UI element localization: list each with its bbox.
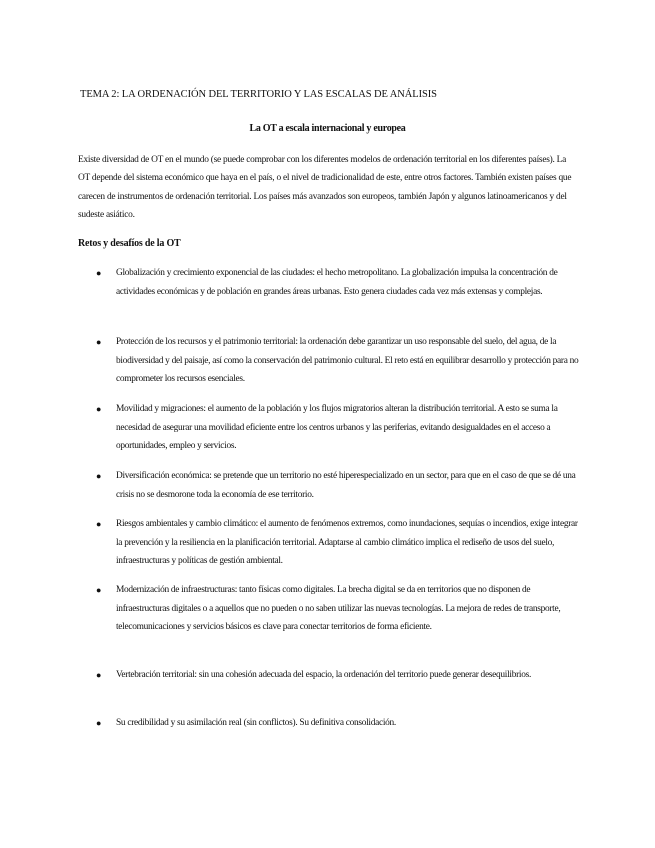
list-item-text: Movilidad y migraciones: el aumento de la población y los flujos migratorios alteran la distribución territorial. A esto se suma la necesidad de asegurar una movilidad eficiente entre los centros urbanos y las periferias, evitando desigualdades en el acceso a oportunidades, empleo y servicios. bbox=[116, 404, 558, 451]
challenges-heading: Retos y desafíos de la OT bbox=[78, 238, 181, 249]
list-item-text: Protección de los recursos y el patrimonio territorial: la ordenación debe garantizar un uso responsable del suelo, del agua, de la biodiversidad y del paisaje, así como la conservación del patrimonio cultural. El reto está en equilibrar desarrollo y protección para no comprometer los recursos esenciales. bbox=[116, 337, 579, 384]
list-item-text: Modernización de infraestructuras: tanto físicas como digitales. La brecha digital se da en territorios que no disponen de infraestructuras digitales o a aquellos que no pueden o no saben utilizar las nuevas tecnologías. La mejora de redes de transporte, telecomunicaciones y servicios básicos es clave para conectar territorios de forma eficiente. bbox=[116, 585, 561, 632]
list-item bbox=[96, 714, 580, 733]
section-subtitle: La OT a escala internacional y europea bbox=[249, 123, 406, 134]
list-item bbox=[96, 400, 580, 456]
bullet-icon: ● bbox=[96, 519, 102, 529]
list-item-text: Riesgos ambientales y cambio climático: el aumento de fenómenos extremos, como inundaciones, sequías o incendios, exige integrar la prevención y la resiliencia en la planificación territorial. Adaptarse al cambio climático implica el rediseño de usos del suelo, infraestructuras y políticas de gestión ambiental. bbox=[116, 519, 578, 566]
document-title: TEMA 2: LA ORDENACIÓN DEL TERRITORIO Y LAS ESCALAS DE ANÁLISIS bbox=[80, 89, 437, 100]
list-item bbox=[96, 581, 580, 637]
bullet-icon: ● bbox=[96, 337, 102, 347]
list-item bbox=[96, 666, 580, 685]
bullet-icon: ● bbox=[96, 718, 102, 728]
list-item bbox=[96, 467, 580, 504]
bullet-icon: ● bbox=[96, 471, 102, 481]
list-item bbox=[96, 515, 580, 571]
list-item-text: Globalización y crecimiento exponencial de las ciudades: el hecho metropolitano. La globalización impulsa la concentración de actividades económicas y de población en grandes áreas urbanas. Esto genera ciudades cada vez más extensas y complejas. bbox=[116, 268, 558, 297]
list-item bbox=[96, 333, 580, 389]
list-item-text: Su credibilidad y su asimilación real (sin conflictos). Su definitiva consolidación. bbox=[116, 718, 396, 728]
intro-paragraph: Existe diversidad de OT en el mundo (se puede comprobar con los diferentes modelos de ordenación territorial en los diferentes países). La OT depende del sistema económico que haya en el país, o el nivel de tradicionalidad de este, entre otros factores. También existen países que carecen de instrumentos de ordenación territorial. Los países más avanzados son europeos, también Japón y algunos latinoamericanos y del sudeste asiático. bbox=[78, 155, 572, 221]
list-item-text: Diversificación económica: se pretende que un territorio no esté hiperespecializado en un sector, para que en el caso de que se dé una crisis no se desmorone toda la economía de ese territorio. bbox=[116, 471, 576, 500]
bullet-icon: ● bbox=[96, 585, 102, 595]
bullet-icon: ● bbox=[96, 670, 102, 680]
list-item-text: Vertebración territorial: sin una cohesión adecuada del espacio, la ordenación del territorio puede generar desequilibrios. bbox=[116, 670, 531, 680]
list-item bbox=[96, 264, 580, 301]
bullet-icon: ● bbox=[96, 268, 102, 278]
bullet-icon: ● bbox=[96, 404, 102, 414]
